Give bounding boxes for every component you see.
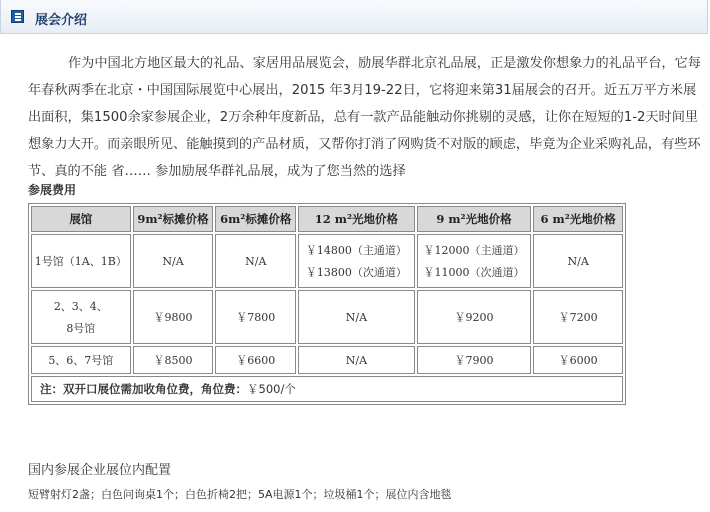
cell-hall: 5、6、7号馆: [31, 346, 131, 374]
price-main-aisle: ￥14800（主通道）: [305, 244, 407, 257]
cell-raw9: ￥7900: [417, 346, 532, 374]
cell-raw12: N/A: [298, 346, 415, 374]
hall-line-2: 8号馆: [66, 322, 96, 335]
intro-text: 作为中国北方地区最大的礼品、家居用品展览会，励展华群北京礼品展，正是激发你想象力的礼品平台，它每年春秋两季在北京・中国国际展览中心展出，2015 年3月19-22日，它将迎来第31届展会的召开。近五万平方米展出面积，集1500余家参展企业，2万余种年度新品，总有一款产品能触动你挑剔的灵感，让你在短短的1-2天时间里想象力大开。而亲眼所见、能触摸到的产品材质，又帮你打消了网购货不对版的顾虑，毕竟为企业采购礼品，有些环节、真的不能 省…… 参加励展华群礼品展，成为了您当然的选择: [28, 56, 701, 179]
price-side-aisle: ￥13800（次通道）: [305, 266, 407, 279]
fees-table: [28, 203, 626, 405]
cell-raw12: N/A: [298, 290, 415, 344]
cell-raw6: ￥7200: [533, 290, 623, 344]
cell-raw9: ￥9200: [417, 290, 532, 344]
hall-line-1: 2、3、4、: [53, 300, 108, 313]
booth-config-title: 国内参展企业展位内配置: [28, 463, 172, 478]
cell-std9: N/A: [133, 234, 214, 288]
corner-fee-note: [31, 376, 623, 402]
cell-std9: ￥9800: [133, 290, 214, 344]
header-raw12: 12 m²光地价格: [298, 206, 415, 232]
header-raw9: 9 m²光地价格: [417, 206, 532, 232]
table-row: [31, 234, 623, 288]
table-row: [31, 346, 623, 374]
cell-std9: ￥8500: [133, 346, 214, 374]
cell-raw9: [417, 234, 532, 288]
note-label: 注：双开口展位需加收角位费，角位费：: [40, 382, 247, 396]
header-std6: 6m²标摊价格: [215, 206, 296, 232]
cell-std6: ￥6600: [215, 346, 296, 374]
table-header-row: [31, 206, 623, 232]
table-row: [31, 290, 623, 344]
header-hall: 展馆: [31, 206, 131, 232]
section-title: 展会介绍: [35, 13, 88, 28]
table-note-row: [31, 376, 623, 402]
header-raw6: 6 m²光地价格: [533, 206, 623, 232]
cell-std6: N/A: [215, 234, 296, 288]
fees-label: 参展费用: [28, 183, 77, 197]
booth-config-items: 短臂射灯2盏；白色问询桌1个；白色折椅2把；5A电源1个；垃圾桶1个；展位内含地毯: [28, 488, 452, 501]
note-amount: ￥500/个: [247, 382, 296, 396]
price-main-aisle: ￥12000（主通道）: [423, 244, 525, 257]
header-std9: 9m²标摊价格: [133, 206, 214, 232]
list-icon: [11, 10, 24, 23]
intro-paragraph: [28, 50, 708, 185]
cell-raw12: [298, 234, 415, 288]
cell-hall: [31, 290, 131, 344]
cell-hall: 1号馆（1A、1B）: [31, 234, 131, 288]
cell-raw6: ￥6000: [533, 346, 623, 374]
price-side-aisle: ￥11000（次通道）: [423, 266, 525, 279]
section-header: [0, 0, 708, 34]
cell-raw6: N/A: [533, 234, 623, 288]
cell-std6: ￥7800: [215, 290, 296, 344]
